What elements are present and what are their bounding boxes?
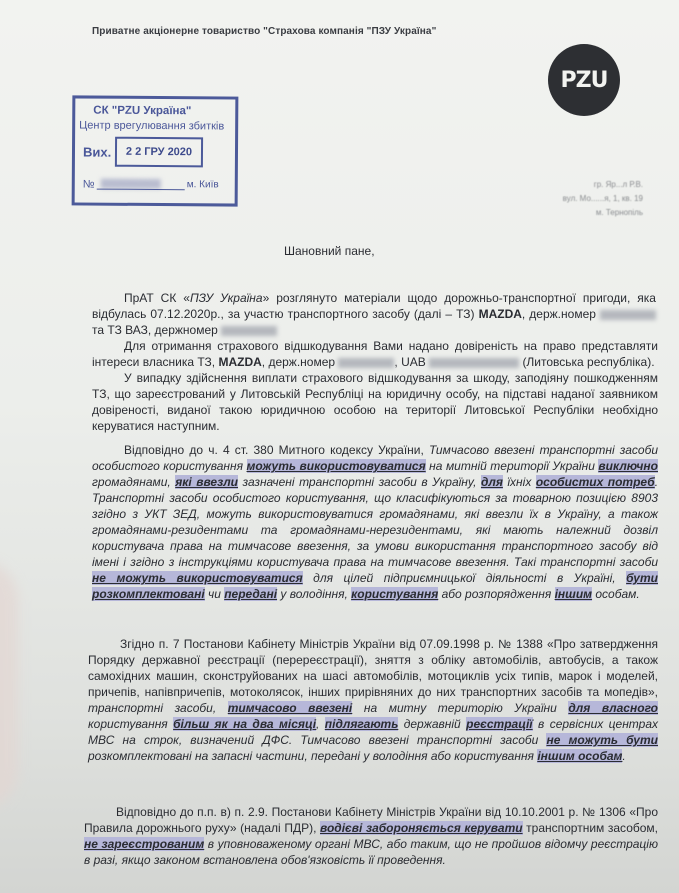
text: , держ.номер bbox=[261, 355, 336, 369]
text: Тимчасово ввезені транспортні засоби особистого користування bbox=[92, 443, 659, 473]
highlight: більш як на два місяці bbox=[173, 717, 317, 731]
highlight: не можуть використовуватися bbox=[92, 571, 303, 585]
paragraph-4 bbox=[92, 442, 658, 602]
stamp-company: СК "PZU Україна" bbox=[93, 104, 192, 118]
addressee-line: гр. Яр...л Р.В. bbox=[593, 180, 643, 189]
outgoing-stamp bbox=[72, 95, 239, 206]
paragraph-6 bbox=[84, 804, 658, 868]
text: Відповідно до ч. 4 ст. 380 Митного кодексу України, bbox=[124, 443, 429, 457]
pzu-logo bbox=[548, 44, 620, 116]
text: (Литовська республіка). bbox=[522, 355, 655, 369]
text: зазначені транспортні засоби в Україну, bbox=[238, 475, 481, 489]
text: транспортним засобом, bbox=[522, 821, 658, 835]
text: у володіння, bbox=[277, 587, 352, 601]
highlight: які ввезли bbox=[175, 475, 239, 489]
redacted-plate bbox=[221, 326, 277, 336]
highlight: бути розкомплектовані bbox=[92, 571, 658, 601]
text: особам. bbox=[592, 587, 640, 601]
stamp-city: м. Київ bbox=[186, 179, 219, 191]
highlight: іншим особам bbox=[537, 749, 623, 763]
greeting: Шановний пане, bbox=[284, 244, 375, 258]
text: для цілей підприємницької діяльності в Україні, bbox=[302, 571, 627, 585]
org-name: Приватне акціонерне товариство "Страхова компанія "ПЗУ Україна" bbox=[92, 26, 437, 37]
vehicle-make: MAZDA bbox=[218, 355, 262, 369]
text: на митній території України bbox=[425, 459, 599, 473]
text: державній bbox=[398, 717, 467, 731]
highlight: особистих потреб bbox=[535, 475, 655, 489]
text: . Транспортні засоби особистого користування, що класифікуються за товарною позицією 8903 згідно з УКТ ЗЕД, можуть використовуватися громадянами, які ввезли їх в Україну, а також громадянами-резидентами та громадянами-нерезидентами, які мають належний дозвіл користувача права на тимчасове ввезення, за умови використання транспортного засобу від імені і згідно з інструкціями користувача права на тимчасове ввезення. Такі транспортні засоби bbox=[92, 475, 659, 569]
text: Для отримання страхового відшкодування Вами надано довіреність на право представляти інтереси власника ТЗ, bbox=[92, 339, 658, 369]
text: , UAB bbox=[394, 355, 426, 369]
text: громадянами, bbox=[92, 475, 176, 489]
stamp-date: 2 2 ГРУ 2020 bbox=[115, 137, 203, 168]
redacted-plate bbox=[338, 358, 394, 368]
text: їхніх bbox=[502, 475, 536, 489]
stamp-num-label: № bbox=[82, 178, 95, 191]
highlight: іншим bbox=[554, 587, 593, 601]
stamp-number-line bbox=[97, 189, 185, 191]
logo-text: PZU bbox=[560, 67, 608, 93]
highlight: виключно bbox=[598, 459, 658, 473]
paragraph-3: У випадку здійснення виплати страхового відшкодування за шкоду, заподіяну пошкодженням ТЗ, що зареєстрований у Литовській Республіці на юридичну особу, на підставі наданої заявником довіреності, виданої такою юридичною особою на території Литовської Республіки необхідно керуватися наступним. bbox=[92, 371, 658, 433]
addressee-line: вул. Мо......я, 1, кв. 19 bbox=[562, 194, 643, 203]
text: Згідно п. 7 Постанови Кабінету Міністрів України від 07.09.1998 р. № 1388 «Про затвердження Порядку державної реєстрації (перереєстрації), зняття з обліку автомобілів, автобусів, а також самохідних машин, сконструйованих на шасі автомобілів, мотоциклів усіх типів, марок і моделей, причепів, напівпричепів, мотоколясок, інших прирівняних до них транспортних засобів та мопедів», bbox=[88, 637, 658, 699]
text: ПрАТ СК « bbox=[124, 291, 190, 305]
highlight: не зареєстрованим bbox=[84, 837, 205, 851]
redacted-plate bbox=[600, 310, 656, 320]
highlight: реєстрації bbox=[466, 717, 533, 731]
highlight: тимчасово ввезені bbox=[227, 701, 353, 715]
stamp-vih-label: Вих. bbox=[82, 144, 112, 160]
highlight: користування bbox=[351, 587, 439, 601]
vehicle-make: MAZDA bbox=[478, 307, 522, 321]
text: , bbox=[316, 717, 325, 731]
text: . bbox=[622, 749, 626, 763]
text: в уповноваженому органі МВС, або таким, що не пройшов відомчу реєстрацію в разі, якщо законом встановлена обов'язковість її проведення. bbox=[84, 837, 658, 867]
highlight: водієві забороняється керувати bbox=[320, 821, 523, 835]
finger-shadow bbox=[0, 560, 18, 810]
paragraph-2 bbox=[92, 338, 658, 370]
highlight: передані bbox=[224, 587, 278, 601]
highlight: не можуть бути bbox=[546, 733, 658, 747]
text: користування bbox=[88, 717, 174, 731]
highlight: підлягають bbox=[324, 717, 399, 731]
paragraph-1 bbox=[92, 290, 656, 338]
highlight: для власного bbox=[568, 701, 658, 715]
text: в сервісних центрах МВС на строк, визначений ДФС. Тимчасово ввезені транспортні засоби bbox=[88, 717, 659, 747]
text: та ТЗ ВАЗ, держномер bbox=[92, 323, 218, 337]
stamp-department: Центр врегулювання збитків bbox=[79, 119, 225, 133]
redacted-number bbox=[101, 179, 161, 189]
text: розкомплектовані на запасні частини, передані у володіння або користування bbox=[88, 749, 538, 763]
highlight: можуть використовуватися bbox=[246, 459, 426, 473]
text: Відповідно до п.п. в) п. 2.9. Постанови Кабінету Міністрів України від 10.10.2001 р. № 1306 «Про Правила дорожнього руху» (надалі ПДР), bbox=[84, 805, 658, 835]
company-name: ПЗУ Україна bbox=[189, 291, 263, 305]
text: транспортні засоби, bbox=[88, 701, 228, 715]
text: або розпорядження bbox=[438, 587, 555, 601]
text: , держ.номер bbox=[521, 307, 596, 321]
addressee-line: м. Тернопіль bbox=[595, 208, 643, 217]
text: на митну територію України bbox=[352, 701, 569, 715]
text: » розглянуто матеріали щодо дорожньо-транспортної пригоди, яка відбулась 07.12.2020р., за участю транспортного засобу (далі – ТЗ) bbox=[92, 291, 656, 321]
addressee-block bbox=[563, 178, 643, 220]
text: чи bbox=[204, 587, 225, 601]
redacted-company bbox=[429, 358, 519, 368]
highlight: для bbox=[480, 475, 503, 489]
paragraph-5 bbox=[88, 636, 658, 764]
